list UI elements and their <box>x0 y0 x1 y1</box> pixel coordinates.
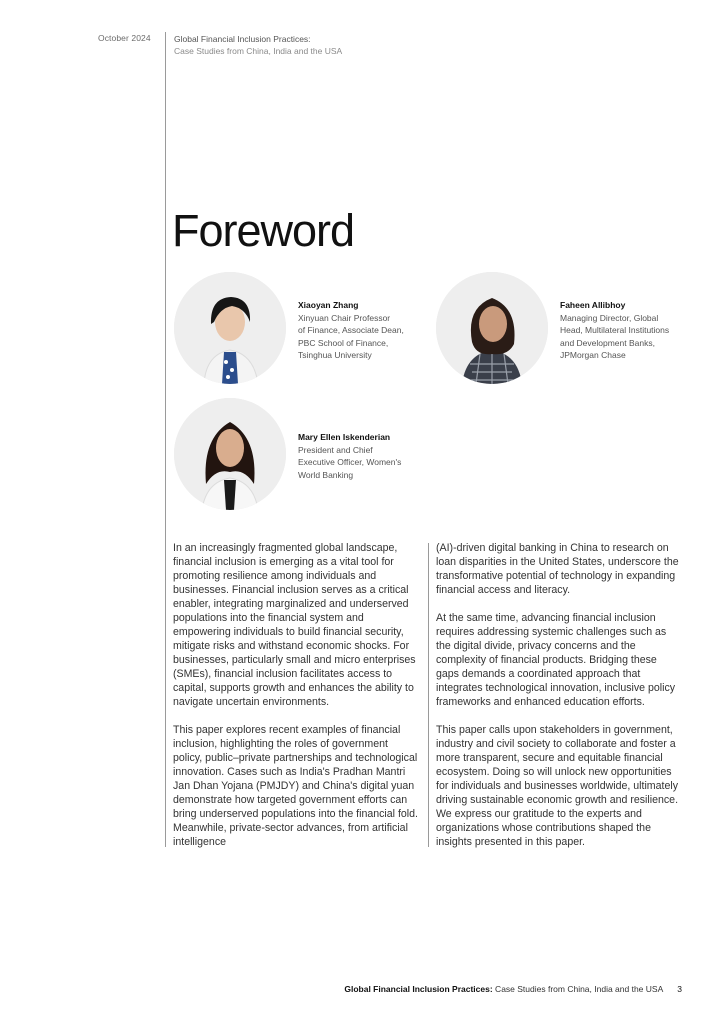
portrait-xiaoyan-zhang <box>174 272 286 384</box>
body-paragraph: In an increasingly fragmented global landscape, financial inclusion is emerging as a vital tool for promoting resilience among individuals and businesses. Financial inclusion serves as a critical enabler, integrating marginalized and underserved populations into the financial system and empowering individuals to build financial security, mitigate risks and withstand economic shocks. For businesses, particularly small and micro enterprises (SMEs), financial inclusion facilitates access to capital, supports growth and enhances the ability to navigate uncertain environments. <box>173 542 416 708</box>
page-footer <box>344 984 682 994</box>
person-role: Xinyuan Chair Professor of Finance, Associate Dean, PBC School of Finance, Tsinghua University <box>298 312 404 361</box>
portrait-photo-icon <box>436 272 548 384</box>
person-info-faheen-allibhoy <box>560 299 669 362</box>
person-info-xiaoyan-zhang <box>298 299 404 362</box>
footer-title-rest: Case Studies from China, India and the USA <box>492 984 664 994</box>
portrait-photo-icon <box>174 272 286 384</box>
person-info-mary-ellen-iskenderian <box>298 431 401 481</box>
body-column-left <box>173 541 419 863</box>
body-paragraph: This paper explores recent examples of financial inclusion, highlighting the roles of government policy, public–private partnerships and technological innovation. Cases such as India's Pradhan Mantri Jan Dhan Yojana (PMJDY) and China's digital yuan demonstrate how targeted government efforts can bring underserved populations into the financial fold. Meanwhile, private-sector advances, from artificial intelligence <box>173 724 418 848</box>
body-paragraph: At the same time, advancing financial inclusion requires addressing systemic challenges such as the digital divide, privacy concerns and the complexity of financial products. Bridging these gaps demands a coordinated approach that integrates technological innovation, inclusive policy frameworks and enhanced education efforts. <box>436 612 676 708</box>
person-name: Xiaoyan Zhang <box>298 300 359 310</box>
person-role: Managing Director, Global Head, Multilateral Institutions and Development Banks, JPMorgan Chase <box>560 312 670 361</box>
body-column-right <box>436 541 682 863</box>
page-title: Foreword <box>172 205 355 256</box>
page-number: 3 <box>677 984 682 994</box>
header-title-line2: Case Studies from China, India and the USA <box>174 46 343 56</box>
portrait-photo-icon <box>174 398 286 510</box>
header-report-title <box>174 33 342 57</box>
vertical-divider <box>165 32 166 847</box>
portrait-mary-ellen-iskenderian <box>174 398 286 510</box>
footer-title-bold: Global Financial Inclusion Practices: <box>344 984 493 994</box>
header-date: October 2024 <box>98 33 151 43</box>
person-name: Faheen Allibhoy <box>560 300 626 310</box>
header-title-line1: Global Financial Inclusion Practices: <box>174 34 311 44</box>
portrait-faheen-allibhoy <box>436 272 548 384</box>
body-paragraph: This paper calls upon stakeholders in government, industry and civil society to collaborate and foster a more transparent, secure and equitable financial ecosystem. Doing so will unlock new opportunities for individuals and businesses worldwide, ultimately driving sustainable economic growth and resilience. We express our gratitude to the experts and organizations whose contributions shaped the insights presented in this paper. <box>436 724 679 848</box>
body-paragraph: (AI)-driven digital banking in China to research on loan disparities in the United States, underscore the transformative potential of technology in expanding financial access and literacy. <box>436 542 679 596</box>
person-name: Mary Ellen Iskenderian <box>298 432 391 442</box>
column-divider <box>428 543 429 847</box>
person-role: President and Chief Executive Officer, Women's World Banking <box>298 444 402 480</box>
